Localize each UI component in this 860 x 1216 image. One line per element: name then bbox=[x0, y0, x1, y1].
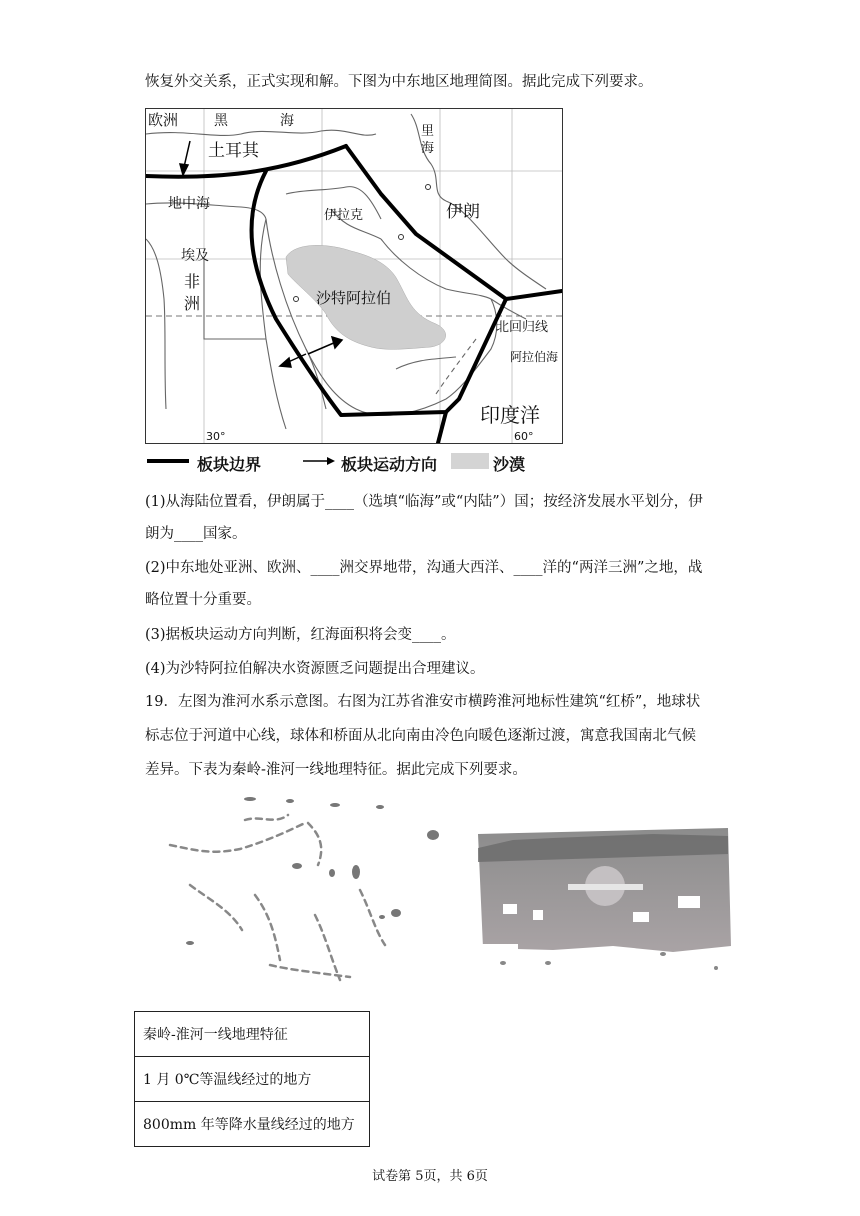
label-africa-2: 洲 bbox=[184, 294, 201, 313]
question-3: (3)据板块运动方向判断，红海面积将会变____。 bbox=[145, 627, 456, 643]
label-black: 黑 bbox=[214, 113, 228, 129]
red-bridge-photo bbox=[473, 826, 735, 976]
label-africa-1: 非 bbox=[184, 272, 201, 291]
legend-desert-label: 沙漠 bbox=[493, 455, 526, 474]
label-iran: 伊朗 bbox=[446, 202, 480, 222]
label-lon-30: 30° bbox=[206, 430, 226, 443]
label-sea: 海 bbox=[280, 113, 294, 129]
label-caspian-2: 海 bbox=[421, 141, 435, 156]
legend-direction-label: 板块运动方向 bbox=[341, 455, 438, 474]
label-lon-60: 60° bbox=[514, 430, 534, 443]
question-19-line-1: 19．左图为淮河水系示意图。右图为江苏省淮安市横跨淮河地标性建筑“红桥”，地球状 bbox=[145, 694, 701, 710]
question-19-line-2: 标志位于河道中心线，球体和桥面从北向南由冷色向暖色逐渐过渡，寓意我国南北气候 bbox=[145, 728, 696, 744]
intro-text: 恢复外交关系，正式实现和解。下图为中东地区地理简图。据此完成下列要求。 bbox=[145, 74, 653, 90]
table-cell-title: 秦岭-淮河一线地理特征 bbox=[135, 1012, 370, 1057]
legend-boundary-label: 板块边界 bbox=[197, 455, 262, 474]
question-1-line-2: 朗为____国家。 bbox=[145, 526, 247, 542]
question-19-line-3: 差异。下表为秦岭-淮河一线地理特征。据此完成下列要求。 bbox=[145, 762, 527, 778]
label-indian-ocean: 印度洋 bbox=[480, 403, 540, 427]
question-1-line-1: (1)从海陆位置看，伊朗属于____（选填“临海”或“内陆”）国；按经济发展水平划分，伊 bbox=[145, 494, 703, 510]
qinling-huaihe-table bbox=[134, 1011, 370, 1147]
label-saudi-arabia: 沙特阿拉伯 bbox=[316, 289, 392, 307]
table-cell-isotherm: 1 月 0℃等温线经过的地方 bbox=[135, 1057, 370, 1102]
label-arabian-sea: 阿拉伯海 bbox=[510, 350, 559, 364]
label-turkey: 土耳其 bbox=[208, 141, 259, 161]
question-2-line-1: (2)中东地处亚洲、欧洲、____洲交界地带，沟通大西洋、____洋的“两洋三洲”之地，战 bbox=[145, 560, 703, 576]
question-4: (4)为沙特阿拉伯解决水资源匮乏问题提出合理建议。 bbox=[145, 661, 485, 677]
label-europe: 欧洲 bbox=[148, 111, 179, 129]
label-caspian-1: 里 bbox=[421, 124, 435, 139]
legend-desert-swatch bbox=[451, 453, 489, 469]
huai-river-system-figure bbox=[150, 795, 440, 995]
label-tropic: 北回归线 bbox=[496, 320, 549, 335]
table-cell-isohyet: 800mm 年等降水量线经过的地方 bbox=[135, 1102, 370, 1147]
middle-east-map bbox=[145, 108, 563, 444]
label-iraq: 伊拉克 bbox=[324, 208, 364, 223]
page-footer: 试卷第 5页，共 6页 bbox=[372, 1169, 488, 1184]
label-egypt: 埃及 bbox=[181, 248, 209, 264]
label-mediterranean: 地中海 bbox=[168, 196, 210, 212]
question-2-line-2: 略位置十分重要。 bbox=[145, 592, 261, 608]
